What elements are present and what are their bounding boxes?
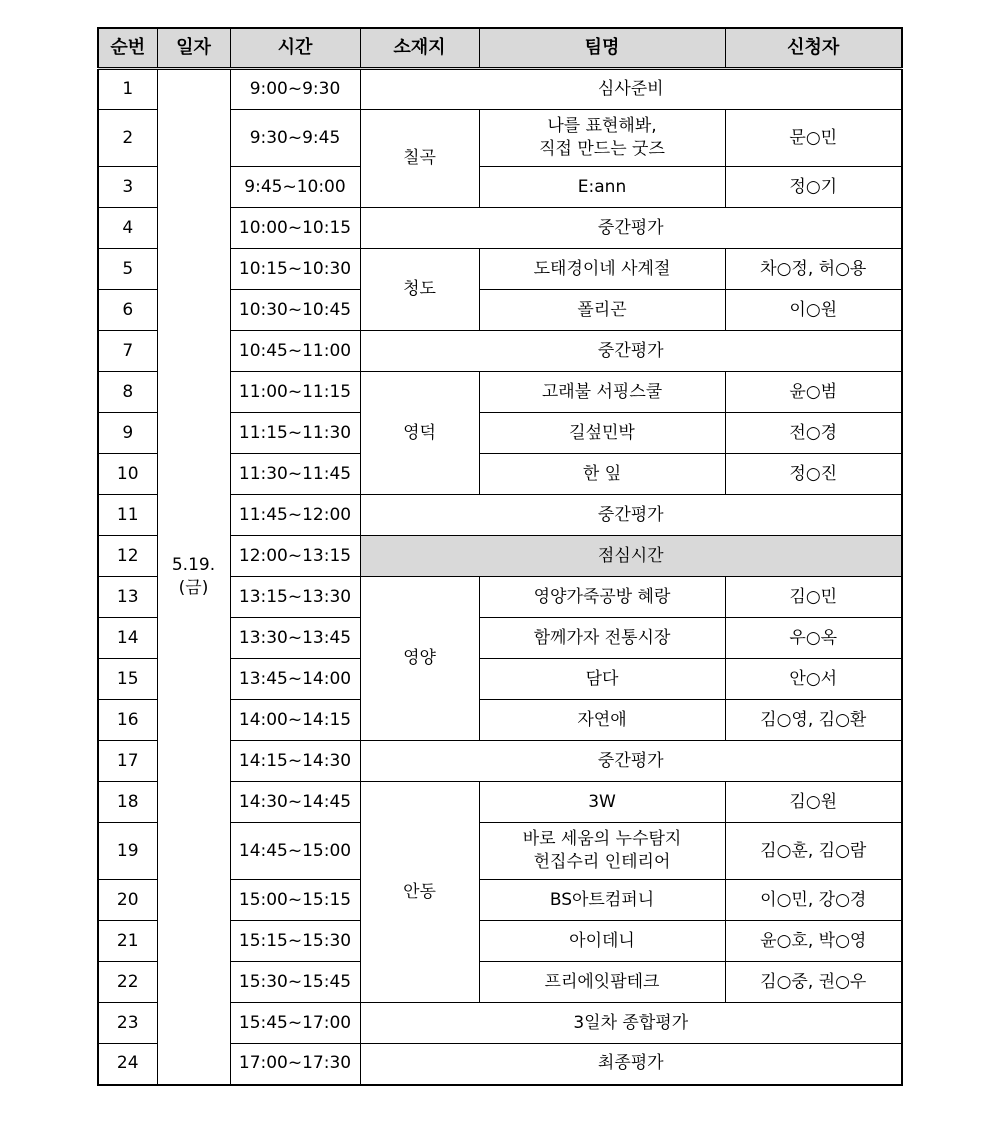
row-number: 8 bbox=[98, 372, 157, 413]
time-cell: 9:45~10:00 bbox=[230, 167, 360, 208]
team-line-1: 나를 표현해봐, bbox=[547, 116, 657, 137]
team-cell: E:ann bbox=[479, 167, 725, 208]
table-row bbox=[98, 69, 902, 110]
team-cell bbox=[479, 110, 725, 167]
day-value: (금) bbox=[178, 577, 209, 598]
row-number: 22 bbox=[98, 962, 157, 1003]
row-number: 3 bbox=[98, 167, 157, 208]
team-cell: 길섶민박 bbox=[479, 413, 725, 454]
applicant-cell: 윤○범 bbox=[725, 372, 902, 413]
team-cell: 영양가죽공방 혜랑 bbox=[479, 577, 725, 618]
team-cell: 프리에잇팜테크 bbox=[479, 962, 725, 1003]
time-cell: 9:00~9:30 bbox=[230, 69, 360, 110]
applicant-cell: 정○기 bbox=[725, 167, 902, 208]
time-cell: 15:00~15:15 bbox=[230, 880, 360, 921]
applicant-cell: 전○경 bbox=[725, 413, 902, 454]
time-cell: 11:15~11:30 bbox=[230, 413, 360, 454]
team-cell: 3W bbox=[479, 782, 725, 823]
row-number: 10 bbox=[98, 454, 157, 495]
applicant-cell: 김○훈, 김○람 bbox=[725, 823, 902, 880]
time-cell: 14:45~15:00 bbox=[230, 823, 360, 880]
header-location: 소재지 bbox=[360, 28, 479, 69]
time-cell: 13:45~14:00 bbox=[230, 659, 360, 700]
time-cell: 12:00~13:15 bbox=[230, 536, 360, 577]
team-cell: 아이데니 bbox=[479, 921, 725, 962]
time-cell: 10:30~10:45 bbox=[230, 290, 360, 331]
team-line-2: 직접 만드는 굿즈 bbox=[539, 139, 665, 159]
span-text-cell: 중간평가 bbox=[360, 331, 902, 372]
team-cell: 도태경이네 사계절 bbox=[479, 249, 725, 290]
row-number: 1 bbox=[98, 69, 157, 110]
row-number: 12 bbox=[98, 536, 157, 577]
time-cell: 13:30~13:45 bbox=[230, 618, 360, 659]
time-cell: 14:00~14:15 bbox=[230, 700, 360, 741]
time-cell: 10:00~10:15 bbox=[230, 208, 360, 249]
span-text-cell: 중간평가 bbox=[360, 495, 902, 536]
location-cell: 청도 bbox=[360, 249, 479, 331]
team-cell: 폴리곤 bbox=[479, 290, 725, 331]
row-number: 17 bbox=[98, 741, 157, 782]
time-cell: 11:45~12:00 bbox=[230, 495, 360, 536]
time-cell: 17:00~17:30 bbox=[230, 1044, 360, 1085]
time-cell: 10:15~10:30 bbox=[230, 249, 360, 290]
row-number: 14 bbox=[98, 618, 157, 659]
time-cell: 9:30~9:45 bbox=[230, 110, 360, 167]
span-text-cell: 최종평가 bbox=[360, 1044, 902, 1085]
span-text-cell: 중간평가 bbox=[360, 208, 902, 249]
time-cell: 15:45~17:00 bbox=[230, 1003, 360, 1044]
time-cell: 15:30~15:45 bbox=[230, 962, 360, 1003]
applicant-cell: 안○서 bbox=[725, 659, 902, 700]
team-cell: 고래불 서핑스쿨 bbox=[479, 372, 725, 413]
row-number: 13 bbox=[98, 577, 157, 618]
row-number: 19 bbox=[98, 823, 157, 880]
team-cell: 함께가자 전통시장 bbox=[479, 618, 725, 659]
time-cell: 14:30~14:45 bbox=[230, 782, 360, 823]
location-cell: 영덕 bbox=[360, 372, 479, 495]
applicant-cell: 이○원 bbox=[725, 290, 902, 331]
applicant-cell: 김○원 bbox=[725, 782, 902, 823]
header-time: 시간 bbox=[230, 28, 360, 69]
time-cell: 10:45~11:00 bbox=[230, 331, 360, 372]
applicant-cell: 문○민 bbox=[725, 110, 902, 167]
header-applicant: 신청자 bbox=[725, 28, 902, 69]
span-text-cell: 3일차 종합평가 bbox=[360, 1003, 902, 1044]
team-cell: 자연애 bbox=[479, 700, 725, 741]
row-number: 2 bbox=[98, 110, 157, 167]
team-cell: 한 잎 bbox=[479, 454, 725, 495]
row-number: 15 bbox=[98, 659, 157, 700]
time-cell: 11:00~11:15 bbox=[230, 372, 360, 413]
row-number: 23 bbox=[98, 1003, 157, 1044]
row-number: 9 bbox=[98, 413, 157, 454]
applicant-cell: 이○민, 강○경 bbox=[725, 880, 902, 921]
applicant-cell: 정○진 bbox=[725, 454, 902, 495]
team-cell: BS아트컴퍼니 bbox=[479, 880, 725, 921]
row-number: 6 bbox=[98, 290, 157, 331]
time-cell: 13:15~13:30 bbox=[230, 577, 360, 618]
team-cell bbox=[479, 823, 725, 880]
team-line-1: 바로 세움의 누수탐지 bbox=[522, 829, 682, 850]
schedule-table bbox=[97, 27, 903, 1086]
row-number: 4 bbox=[98, 208, 157, 249]
team-line-2: 헌집수리 인테리어 bbox=[533, 852, 671, 872]
row-number: 11 bbox=[98, 495, 157, 536]
row-number: 21 bbox=[98, 921, 157, 962]
row-number: 18 bbox=[98, 782, 157, 823]
lunch-cell: 점심시간 bbox=[360, 536, 902, 577]
team-cell: 담다 bbox=[479, 659, 725, 700]
location-cell: 안동 bbox=[360, 782, 479, 1003]
applicant-cell: 김○영, 김○환 bbox=[725, 700, 902, 741]
header-date: 일자 bbox=[157, 28, 230, 69]
applicant-cell: 김○민 bbox=[725, 577, 902, 618]
date-cell bbox=[157, 69, 230, 1085]
header-row bbox=[98, 28, 902, 69]
span-text-cell: 심사준비 bbox=[360, 69, 902, 110]
location-cell: 칠곡 bbox=[360, 110, 479, 208]
span-text-cell: 중간평가 bbox=[360, 741, 902, 782]
applicant-cell: 차○정, 허○용 bbox=[725, 249, 902, 290]
location-cell: 영양 bbox=[360, 577, 479, 741]
row-number: 7 bbox=[98, 331, 157, 372]
time-cell: 14:15~14:30 bbox=[230, 741, 360, 782]
row-number: 20 bbox=[98, 880, 157, 921]
row-number: 5 bbox=[98, 249, 157, 290]
header-no: 순번 bbox=[98, 28, 157, 69]
time-cell: 11:30~11:45 bbox=[230, 454, 360, 495]
date-value: 5.19. bbox=[171, 554, 216, 575]
applicant-cell: 김○중, 권○우 bbox=[725, 962, 902, 1003]
row-number: 16 bbox=[98, 700, 157, 741]
row-number: 24 bbox=[98, 1044, 157, 1085]
applicant-cell: 우○옥 bbox=[725, 618, 902, 659]
applicant-cell: 윤○호, 박○영 bbox=[725, 921, 902, 962]
header-team: 팀명 bbox=[479, 28, 725, 69]
time-cell: 15:15~15:30 bbox=[230, 921, 360, 962]
